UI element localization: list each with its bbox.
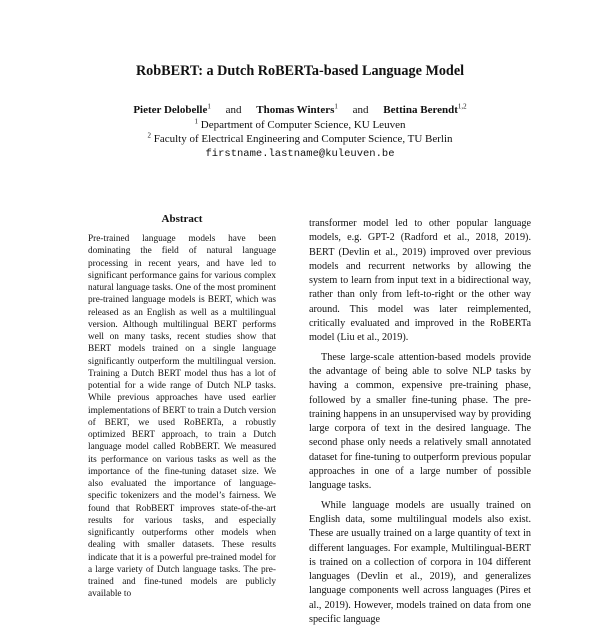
affiliation-marker: 1 (194, 116, 199, 125)
author-affiliation-marker: 1 (334, 102, 338, 111)
and-conjunction: and (225, 104, 242, 116)
author-name: Thomas Winters (256, 104, 335, 116)
body-paragraph: While language models are usually trained on English data, some multilingual models also exist. These are usually trained on a large quantity of text in different languages. For example, Multilingual-BERT is trained on a collection of corpora in 104 different languages (Devlin et al., 2019), and generalizes language components well across languages (Pires et al., 2019). However, models trained on data from one specific language (309, 499, 531, 626)
affiliation-text: Department of Computer Science, KU Leuven (200, 118, 406, 131)
author-email: firstname.lastname@kuleuven.be (205, 147, 395, 160)
affiliation-text: Faculty of Electrical Engineering and Computer Science, TU Berlin (153, 133, 453, 145)
intro-column (309, 217, 531, 632)
abstract-body: Pre-trained language models have been dominating the field of natural language processing in recent years, and have led to significant performance gains for various complex natural language tasks. One of the most prominent pre-trained language models is BERT, which was released as an English as well as a multilingual version. Although multilingual BERT performs well on many tasks, recent studies show that BERT models trained on a single language significantly outperform the multilingual version. Training a Dutch BERT model thus has a lot of potential for a wide range of Dutch NLP tasks. While previous approaches have used earlier implementations of BERT to train a Dutch version of BERT, we used RoBERTa, a robustly optimized BERT approach, to train a Dutch language model called RobBERT. We measured its performance on various tasks as well as the importance of the fine-tuning dataset size. We also evaluated the importance of language-specific tokenizers and the model’s fairness. We found that RobBERT improves state-of-the-art results for various tasks, and especially significantly outperforms other models when dealing with smaller datasets. These results indicate that it is a powerful pre-trained model for a large variety of Dutch language tasks. The pre-trained and fine-tuned models are publicly available to (88, 234, 276, 600)
abstract-heading: Abstract (161, 213, 203, 225)
author-block (0, 103, 600, 161)
body-paragraph: transformer model led to other popular language models, e.g. GPT-2 (Radford et al., 2018, 2019). BERT (Devlin et al., 2019) improved over previous models and recurrent networks by allowing the system to learn from input text in a bidirectional way, rather than only from left-to-right or the other way around. This model was later reimplemented, critically evaluated and improved in the RoBERTa model (Liu et al., 2019). (309, 218, 531, 344)
body-paragraph: These large-scale attention-based models provide the advantage of being able to solve NLP tasks by having a common, expensive pre-training phase, followed by a smaller fine-tuning phase. The pre-training happens in an unsupervised way by providing large corpora of text in the desired language. The second phase only needs a relatively small annotated dataset for fine-tuning to outperform previous popular approaches in one of a large number of possible language tasks. (309, 351, 531, 492)
affiliation-marker: 2 (147, 131, 151, 140)
paper-title: RobBERT: a Dutch RoBERTa-based Language Model (135, 63, 465, 79)
affiliation-line (0, 132, 600, 147)
author-affiliation-marker: 1,2 (457, 102, 467, 111)
and-conjunction: and (352, 104, 369, 116)
affiliation-line (0, 118, 600, 133)
author-affiliation-marker: 1 (207, 102, 211, 111)
author-line (0, 103, 600, 118)
author-name: Pieter Delobelle (133, 104, 208, 116)
author-name: Bettina Berendt (383, 104, 458, 116)
